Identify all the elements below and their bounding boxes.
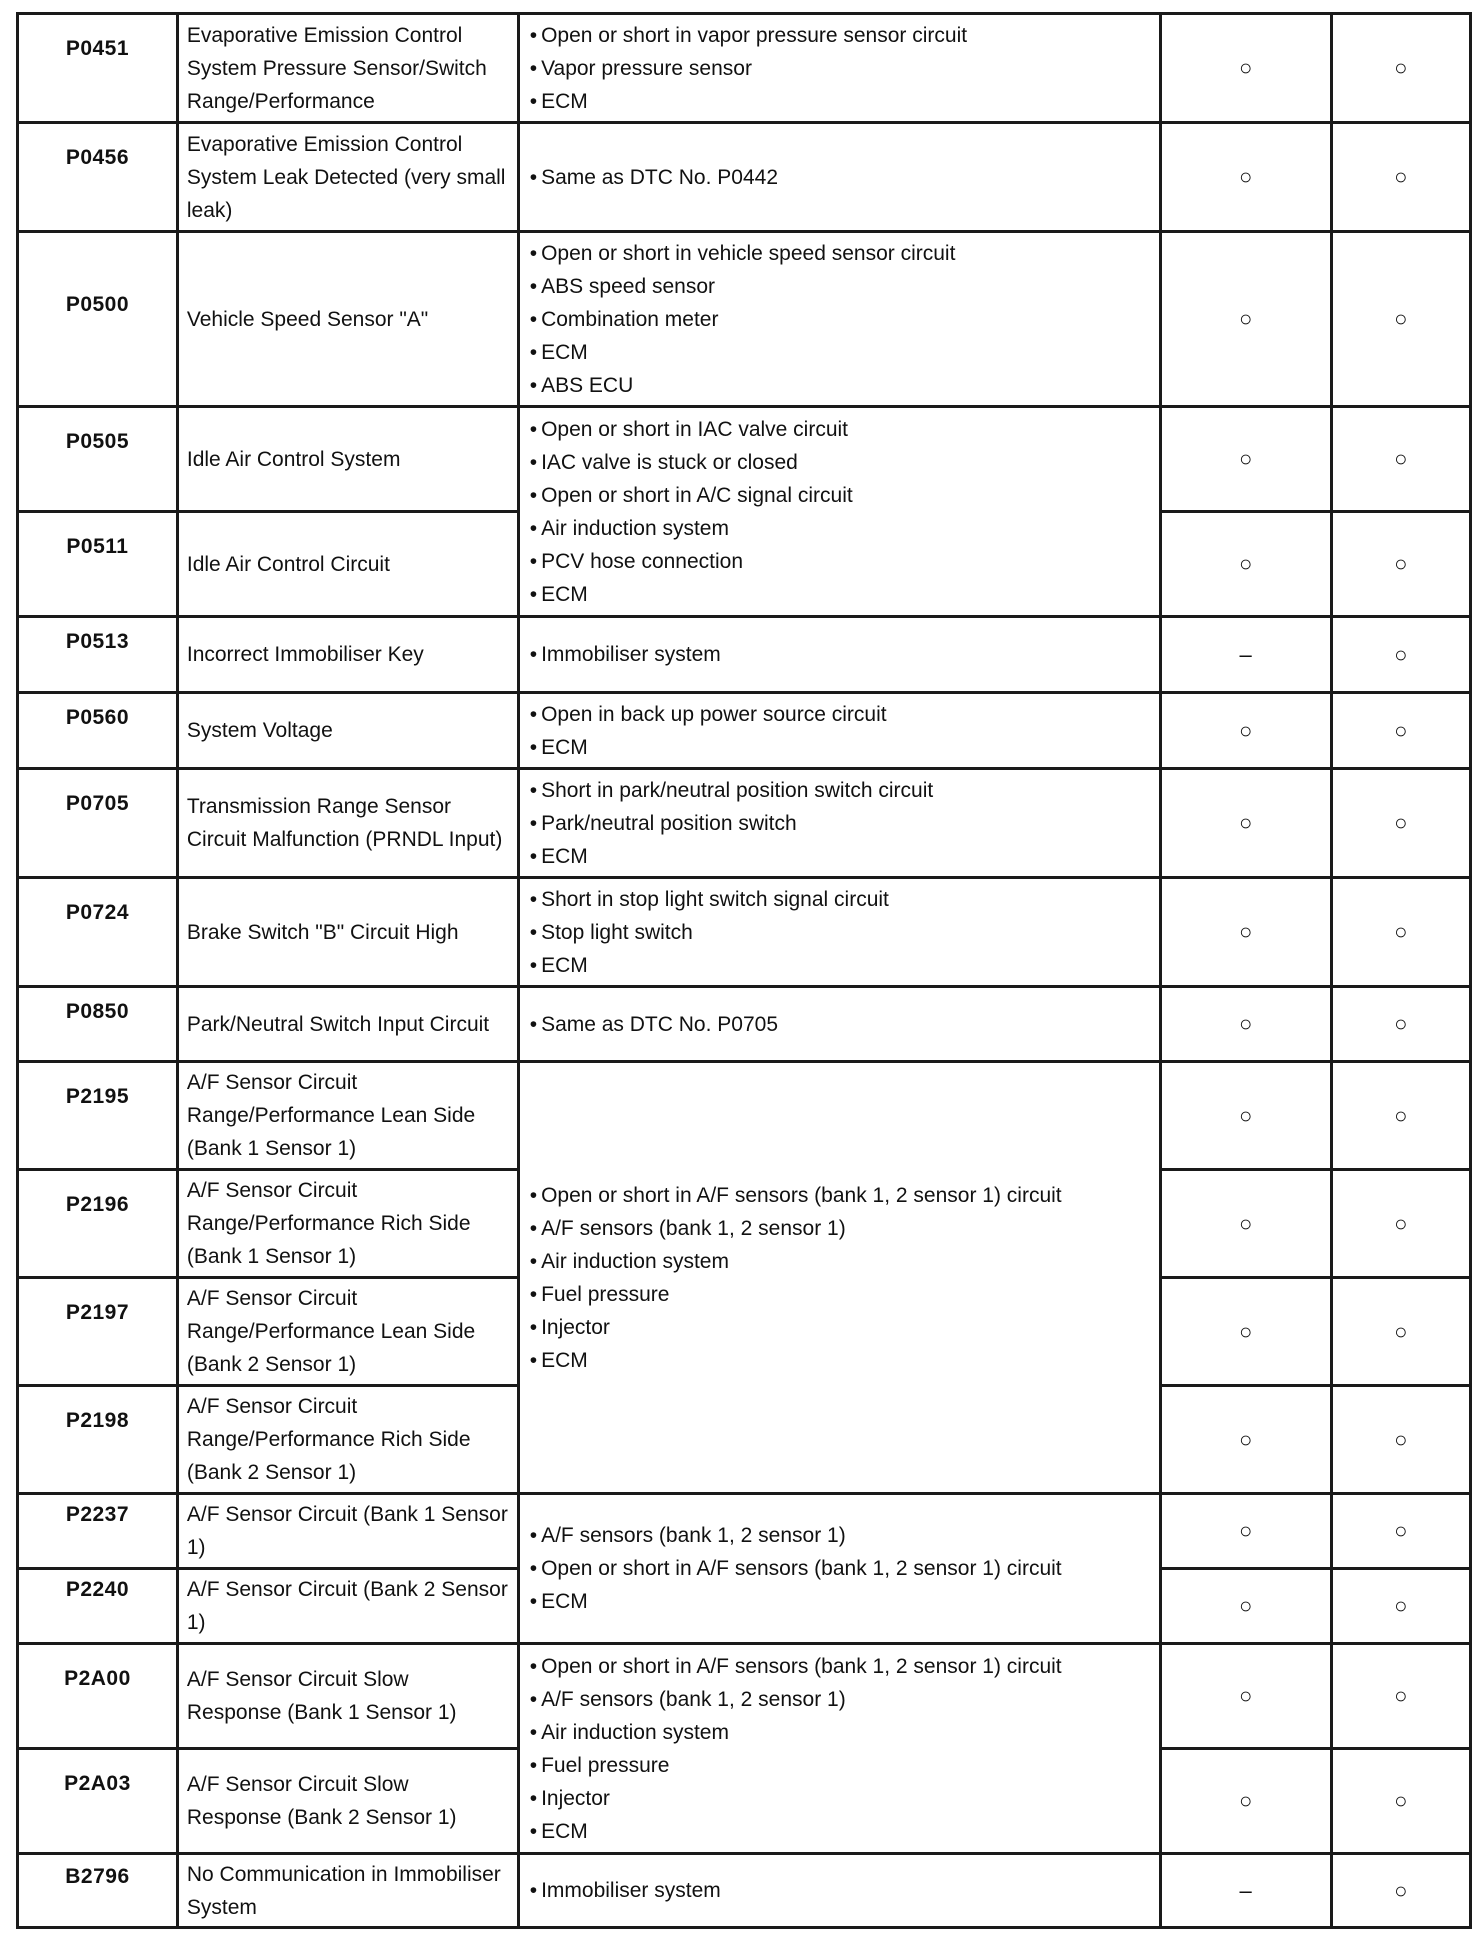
table-row — [18, 1644, 1471, 1749]
trouble-area-item: • ECM — [530, 1585, 1149, 1618]
table-row — [18, 14, 1471, 123]
trouble-area-item: • Open or short in vehicle speed sensor circuit — [530, 237, 1149, 270]
trouble-area-item: • ECM — [530, 1344, 1149, 1377]
dtc-code: P2195 — [18, 1062, 178, 1170]
detection-item: System Voltage — [177, 693, 518, 769]
mil-indicator: ○ — [1160, 1278, 1331, 1386]
table-row — [18, 617, 1471, 693]
memory-indicator: ○ — [1331, 1494, 1470, 1569]
trouble-area — [518, 407, 1160, 617]
trouble-area — [518, 769, 1160, 878]
trouble-area-item: • Combination meter — [530, 303, 1149, 336]
dtc-code: P2237 — [18, 1494, 178, 1569]
trouble-area-item: • Open or short in vapor pressure sensor circuit — [530, 19, 1149, 52]
detection-item: Incorrect Immobiliser Key — [177, 617, 518, 693]
mil-indicator: ○ — [1160, 693, 1331, 769]
detection-item: Vehicle Speed Sensor "A" — [177, 232, 518, 407]
trouble-area-item: • Immobiliser system — [530, 1874, 1149, 1907]
memory-indicator: ○ — [1331, 1278, 1470, 1386]
trouble-area — [518, 693, 1160, 769]
trouble-area-item: • Air induction system — [530, 1716, 1149, 1749]
trouble-area — [518, 987, 1160, 1062]
memory-indicator: ○ — [1331, 232, 1470, 407]
trouble-area-item: • Park/neutral position switch — [530, 807, 1149, 840]
table-row — [18, 1854, 1471, 1928]
memory-indicator: ○ — [1331, 1644, 1470, 1749]
table-row — [18, 769, 1471, 878]
detection-item: A/F Sensor Circuit (Bank 2 Sensor 1) — [177, 1569, 518, 1644]
trouble-area-item: • Vapor pressure sensor — [530, 52, 1149, 85]
mil-indicator: – — [1160, 617, 1331, 693]
detection-item: A/F Sensor Circuit Range/Performance Rich Side (Bank 1 Sensor 1) — [177, 1170, 518, 1278]
memory-indicator: ○ — [1331, 1062, 1470, 1170]
trouble-area — [518, 1494, 1160, 1644]
detection-item: Transmission Range Sensor Circuit Malfunction (PRNDL Input) — [177, 769, 518, 878]
trouble-area-item: • Stop light switch — [530, 916, 1149, 949]
mil-indicator: ○ — [1160, 987, 1331, 1062]
dtc-code: P0456 — [18, 123, 178, 232]
mil-indicator: ○ — [1160, 769, 1331, 878]
mil-indicator: ○ — [1160, 407, 1331, 512]
mil-indicator: ○ — [1160, 1386, 1331, 1494]
memory-indicator: ○ — [1331, 878, 1470, 987]
detection-item: No Communication in Immobiliser System — [177, 1854, 518, 1928]
trouble-area — [518, 14, 1160, 123]
dtc-code: B2796 — [18, 1854, 178, 1928]
mil-indicator: ○ — [1160, 123, 1331, 232]
trouble-area-item: • Immobiliser system — [530, 638, 1149, 671]
detection-item: A/F Sensor Circuit Range/Performance Rich Side (Bank 2 Sensor 1) — [177, 1386, 518, 1494]
mil-indicator: ○ — [1160, 878, 1331, 987]
table-row — [18, 987, 1471, 1062]
mil-indicator: ○ — [1160, 1644, 1331, 1749]
memory-indicator: ○ — [1331, 769, 1470, 878]
detection-item: A/F Sensor Circuit Slow Response (Bank 2 Sensor 1) — [177, 1749, 518, 1854]
trouble-area-item: • Air induction system — [530, 1245, 1149, 1278]
dtc-code: P0511 — [18, 512, 178, 617]
trouble-area-item: • ECM — [530, 578, 1149, 611]
dtc-code: P2197 — [18, 1278, 178, 1386]
table-row — [18, 693, 1471, 769]
dtc-code: P0724 — [18, 878, 178, 987]
memory-indicator: ○ — [1331, 123, 1470, 232]
trouble-area-item: • Open or short in A/F sensors (bank 1, 2 sensor 1) circuit — [530, 1650, 1149, 1683]
trouble-area-item: • PCV hose connection — [530, 545, 1149, 578]
mil-indicator: ○ — [1160, 232, 1331, 407]
dtc-code: P0451 — [18, 14, 178, 123]
dtc-code: P0560 — [18, 693, 178, 769]
detection-item: A/F Sensor Circuit Range/Performance Lean Side (Bank 1 Sensor 1) — [177, 1062, 518, 1170]
trouble-area-item: • Short in park/neutral position switch circuit — [530, 774, 1149, 807]
detection-item: Evaporative Emission Control System Leak Detected (very small leak) — [177, 123, 518, 232]
dtc-code: P2A00 — [18, 1644, 178, 1749]
table-row — [18, 1494, 1471, 1569]
trouble-area-item: • Same as DTC No. P0442 — [530, 161, 1149, 194]
trouble-area-item: • A/F sensors (bank 1, 2 sensor 1) — [530, 1212, 1149, 1245]
memory-indicator: ○ — [1331, 1749, 1470, 1854]
dtc-code: P0850 — [18, 987, 178, 1062]
mil-indicator: ○ — [1160, 14, 1331, 123]
trouble-area-item: • ECM — [530, 949, 1149, 982]
dtc-code: P2198 — [18, 1386, 178, 1494]
dtc-code: P2A03 — [18, 1749, 178, 1854]
trouble-area — [518, 1644, 1160, 1854]
memory-indicator: ○ — [1331, 407, 1470, 512]
trouble-area-item: • Injector — [530, 1311, 1149, 1344]
trouble-area-item: • Open or short in A/F sensors (bank 1, 2 sensor 1) circuit — [530, 1179, 1149, 1212]
mil-indicator: ○ — [1160, 1494, 1331, 1569]
trouble-area-item: • Fuel pressure — [530, 1278, 1149, 1311]
trouble-area-item: • Fuel pressure — [530, 1749, 1149, 1782]
memory-indicator: ○ — [1331, 1569, 1470, 1644]
trouble-area-item: • IAC valve is stuck or closed — [530, 446, 1149, 479]
trouble-area — [518, 617, 1160, 693]
mil-indicator: ○ — [1160, 1569, 1331, 1644]
memory-indicator: ○ — [1331, 693, 1470, 769]
memory-indicator: ○ — [1331, 1854, 1470, 1928]
dtc-code: P0505 — [18, 407, 178, 512]
mil-indicator: ○ — [1160, 1749, 1331, 1854]
detection-item: Idle Air Control Circuit — [177, 512, 518, 617]
trouble-area-item: • Open in back up power source circuit — [530, 698, 1149, 731]
memory-indicator: ○ — [1331, 1170, 1470, 1278]
trouble-area-item: • Open or short in A/F sensors (bank 1, 2 sensor 1) circuit — [530, 1552, 1149, 1585]
dtc-code: P0513 — [18, 617, 178, 693]
detection-item: A/F Sensor Circuit (Bank 1 Sensor 1) — [177, 1494, 518, 1569]
trouble-area-item: • ABS speed sensor — [530, 270, 1149, 303]
mil-indicator: ○ — [1160, 512, 1331, 617]
table-row — [18, 1062, 1471, 1170]
dtc-table — [16, 12, 1472, 1929]
table-row — [18, 878, 1471, 987]
memory-indicator: ○ — [1331, 1386, 1470, 1494]
table-row — [18, 232, 1471, 407]
dtc-code: P0705 — [18, 769, 178, 878]
trouble-area-item: • Open or short in A/C signal circuit — [530, 479, 1149, 512]
trouble-area-item: • A/F sensors (bank 1, 2 sensor 1) — [530, 1519, 1149, 1552]
trouble-area-item: • Short in stop light switch signal circuit — [530, 883, 1149, 916]
detection-item: A/F Sensor Circuit Slow Response (Bank 1 Sensor 1) — [177, 1644, 518, 1749]
mil-indicator: ○ — [1160, 1170, 1331, 1278]
detection-item: Park/Neutral Switch Input Circuit — [177, 987, 518, 1062]
detection-item: Brake Switch "B" Circuit High — [177, 878, 518, 987]
trouble-area-item: • Same as DTC No. P0705 — [530, 1008, 1149, 1041]
trouble-area — [518, 878, 1160, 987]
memory-indicator: ○ — [1331, 617, 1470, 693]
dtc-code: P0500 — [18, 232, 178, 407]
trouble-area-item: • ECM — [530, 336, 1149, 369]
trouble-area-item: • A/F sensors (bank 1, 2 sensor 1) — [530, 1683, 1149, 1716]
detection-item: A/F Sensor Circuit Range/Performance Lean Side (Bank 2 Sensor 1) — [177, 1278, 518, 1386]
memory-indicator: ○ — [1331, 14, 1470, 123]
trouble-area-item: • ABS ECU — [530, 369, 1149, 402]
dtc-code: P2240 — [18, 1569, 178, 1644]
trouble-area-item: • Open or short in IAC valve circuit — [530, 413, 1149, 446]
trouble-area-item: • Air induction system — [530, 512, 1149, 545]
trouble-area-item: • ECM — [530, 731, 1149, 764]
memory-indicator: ○ — [1331, 987, 1470, 1062]
table-row — [18, 123, 1471, 232]
detection-item: Idle Air Control System — [177, 407, 518, 512]
trouble-area-item: • ECM — [530, 85, 1149, 118]
mil-indicator: ○ — [1160, 1062, 1331, 1170]
trouble-area-item: • Injector — [530, 1782, 1149, 1815]
memory-indicator: ○ — [1331, 512, 1470, 617]
mil-indicator: – — [1160, 1854, 1331, 1928]
dtc-table-sheet — [16, 12, 1472, 1929]
trouble-area — [518, 1854, 1160, 1928]
trouble-area — [518, 1062, 1160, 1494]
trouble-area — [518, 123, 1160, 232]
trouble-area — [518, 232, 1160, 407]
detection-item: Evaporative Emission Control System Pressure Sensor/Switch Range/Performance — [177, 14, 518, 123]
trouble-area-item: • ECM — [530, 840, 1149, 873]
trouble-area-item: • ECM — [530, 1815, 1149, 1848]
dtc-code: P2196 — [18, 1170, 178, 1278]
table-row — [18, 407, 1471, 512]
